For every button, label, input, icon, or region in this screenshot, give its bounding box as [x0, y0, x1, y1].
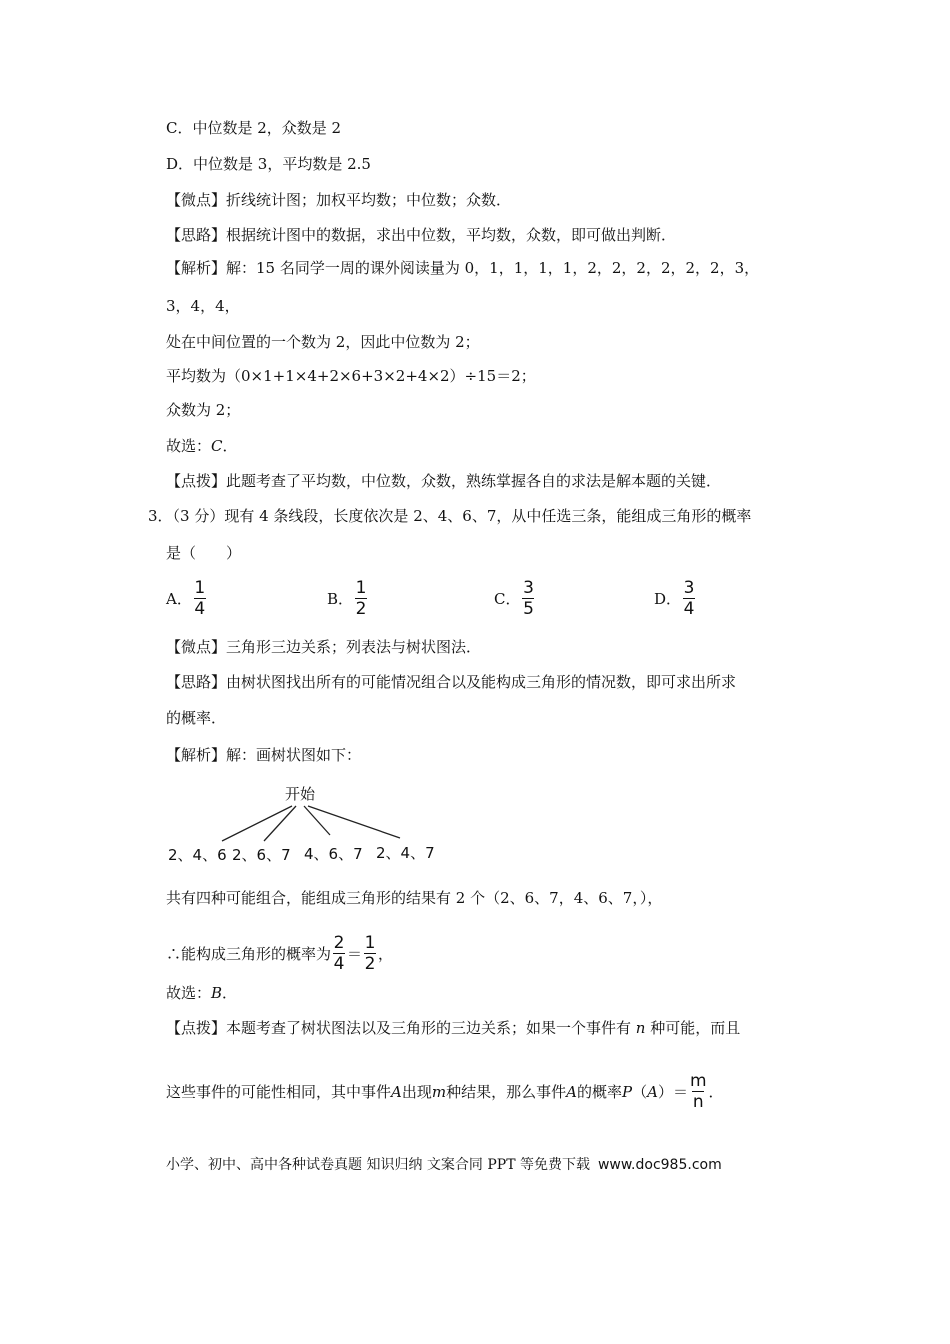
option-a [166, 579, 208, 618]
dianbo-fraction: $\frac{m}{n}$ [689, 1071, 707, 1112]
tree-leaf-1: 2、4、6 [168, 846, 227, 864]
option-b-fraction: $\frac{1}{2}$ [355, 578, 367, 619]
option-c-label: C． [494, 589, 521, 608]
option-d-fraction: $\frac{3}{4}$ [683, 578, 695, 619]
footer-text: 小学、初中、高中各种试卷真题 知识归纳 文案合同 PPT 等免费下载 [166, 1157, 590, 1173]
tree-leaf-2: 2、6、7 [232, 846, 291, 864]
prob-fraction-1: $\frac{2}{4}$ [333, 933, 345, 974]
tree-branch-4 [308, 806, 400, 838]
q3-dianbo-2: 这些事件的可能性相同，其中事件 A 出现 m 种结果，那么事件 A 的概率 P （ A ）＝ $\frac{m}{n}$ ． [166, 1071, 724, 1112]
q2-jiexi-2: 3，4，4， [166, 297, 240, 315]
q3-stem-1: 3．（3 分）现有 4 条线段，长度依次是 2、4、6、7，从中任选三条，能组成三角形的概率 [148, 507, 752, 525]
q3-probability [166, 934, 393, 973]
q2-dianbo: 【点拨】此题考查了平均数，中位数，众数，熟练掌握各自的求法是解本题的关键． [166, 472, 722, 490]
q2-guxuan-answer: C [211, 437, 223, 455]
q3-result: 共有四种可能组合，能组成三角形的结果有 2 个（2、6、7，4、6、7，）， [166, 889, 663, 907]
q2-jiexi-5: 众数为 2； [166, 401, 241, 419]
option-d-frac [654, 579, 697, 618]
q2-jiexi-1: 【解析】解：15 名同学一周的课外阅读量为 0，1，1，1，1，2，2，2，2，2，2，3， [166, 259, 760, 277]
tree-leaf-3: 4、6、7 [304, 845, 363, 863]
q3-jiexi: 【解析】解：画树状图如下： [166, 746, 362, 764]
tree-diagram [160, 778, 460, 868]
prob-prefix: ∴能构成三角形的概率为 [166, 944, 332, 963]
q2-guxuan-prefix: 故选： [166, 437, 212, 455]
q3-weidian: 【微点】三角形三边关系；列表法与树状图法． [166, 638, 482, 656]
q3-stem-2: 是（ ） [166, 544, 242, 562]
prob-eq: ＝ [347, 944, 363, 963]
q2-weidian: 【微点】折线统计图；加权平均数；中位数；众数． [166, 191, 512, 209]
q2-jiexi-3: 处在中间位置的一个数为 2，因此中位数为 2； [166, 333, 480, 351]
q3-silu-1: 【思路】由树状图找出所有的可能情况组合以及能构成三角形的情况数，即可求出所求 [166, 673, 737, 691]
option-c-frac [494, 579, 536, 618]
option-d-label: D． [654, 589, 682, 608]
q3-guxuan: 故选：B． [166, 984, 238, 1002]
q2-jiexi-4: 平均数为（0×1+1×4+2×6+3×2+4×2）÷15＝2； [166, 367, 536, 385]
tree-branch-2 [264, 806, 296, 841]
q3-dianbo-1: 【点拨】本题考查了树状图法以及三角形的三边关系；如果一个事件有 n 种可能，而且 [166, 1019, 741, 1037]
page-footer [166, 1154, 722, 1174]
option-a-label: A． [166, 589, 192, 608]
option-b-label: B． [327, 589, 354, 608]
tree-branch-3 [304, 806, 330, 835]
tree-branch-1 [222, 806, 292, 841]
option-a-fraction: $\frac{1}{4}$ [194, 578, 206, 619]
prob-fraction-2: $\frac{1}{2}$ [364, 933, 376, 974]
prob-suffix: ， [378, 944, 394, 963]
tree-leaf-4: 2、4、7 [376, 844, 435, 862]
q3-guxuan-prefix: 故选： [166, 984, 212, 1002]
q2-silu: 【思路】根据统计图中的数据，求出中位数，平均数，众数，即可做出判断． [166, 226, 677, 244]
q3-silu-2: 的概率． [166, 709, 227, 727]
option-c-fraction: $\frac{3}{5}$ [523, 578, 534, 619]
tree-root: 开始 [284, 785, 316, 803]
footer-url[interactable]: www.doc985.com [597, 1157, 722, 1173]
option-b [327, 579, 369, 618]
option-d: D．中位数是 3，平均数是 2.5 [166, 155, 371, 173]
q2-guxuan: 故选：C． [166, 437, 238, 455]
q3-guxuan-answer: B [211, 984, 223, 1002]
option-c: C．中位数是 2，众数是 2 [166, 119, 342, 137]
